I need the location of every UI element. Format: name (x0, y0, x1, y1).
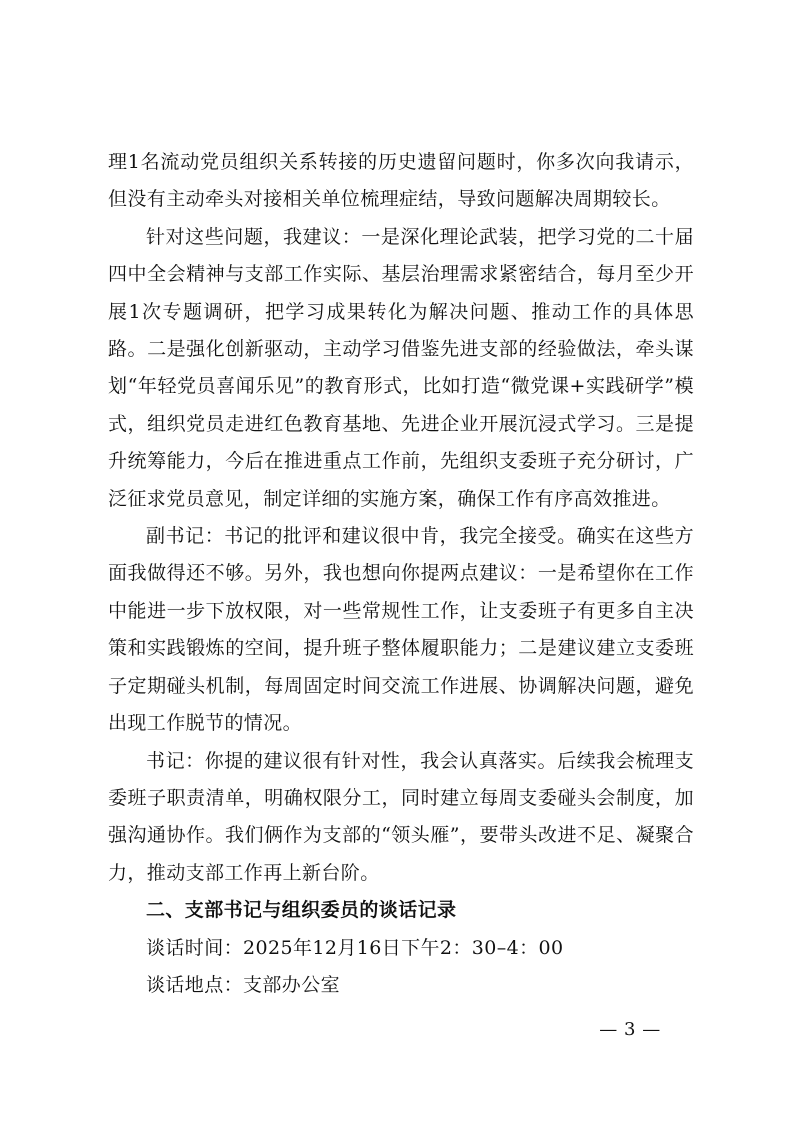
meeting-place: 谈话地点：支部办公室 (146, 973, 341, 996)
paragraph-deputy-secretary-reply: 副书记：书记的批评和建议很中肯，我完全接受。确实在这些方面我做得还不够。另外，我也想向你提两点建议：一是希望你在工作中能进一步下放权限，对一些常规性工作，让支委班子有更多自主决策和实践锻炼的空间，提升班子整体履职能力；二是建议建立支委班子定期碰头机制，每周固定时间交流工作进展、协调解决问题，避免出现工作脱节的情况。 (108, 525, 694, 735)
paragraph-continuation: 理1名流动党员组织关系转接的历史遗留问题时，你多次向我请示，但没有主动牵头对接相关单位梳理症结，导致问题解决周期较长。 (108, 151, 694, 211)
meeting-time: 谈话时间：2025年12月16日下午2：30–4：00 (146, 936, 564, 959)
section-heading: 二、支部书记与组织委员的谈话记录 (146, 899, 457, 922)
document-body (108, 144, 694, 1004)
paragraph-secretary-reply: 书记：你提的建议很有针对性，我会认真落实。后续我会梳理支委班子职责清单，明确权限分工，同时建立每周支委碰头会制度，加强沟通协作。我们俩作为支部的“领头雁”，要带头改进不足、凝聚合力，推动支部工作再上新台阶。 (108, 749, 694, 884)
page-number: — 3 — (599, 1019, 661, 1040)
paragraph-suggestions: 针对这些问题，我建议：一是深化理论武装，把学习党的二十届四中全会精神与支部工作实际、基层治理需求紧密结合，每月至少开展1次专题调研，把学习成果转化为解决问题、推动工作的具体思路。二是强化创新驱动，主动学习借鉴先进支部的经验做法，牵头谋划“年轻党员喜闻乐见”的教育形式，比如打造“微党课+实践研学”模式，组织党员走进红色教育基地、先进企业开展沉浸式学习。三是提升统筹能力，今后在推进重点工作前，先组织支委班子充分研讨，广泛征求党员意见，制定详细的实施方案，确保工作有序高效推进。 (108, 225, 694, 510)
